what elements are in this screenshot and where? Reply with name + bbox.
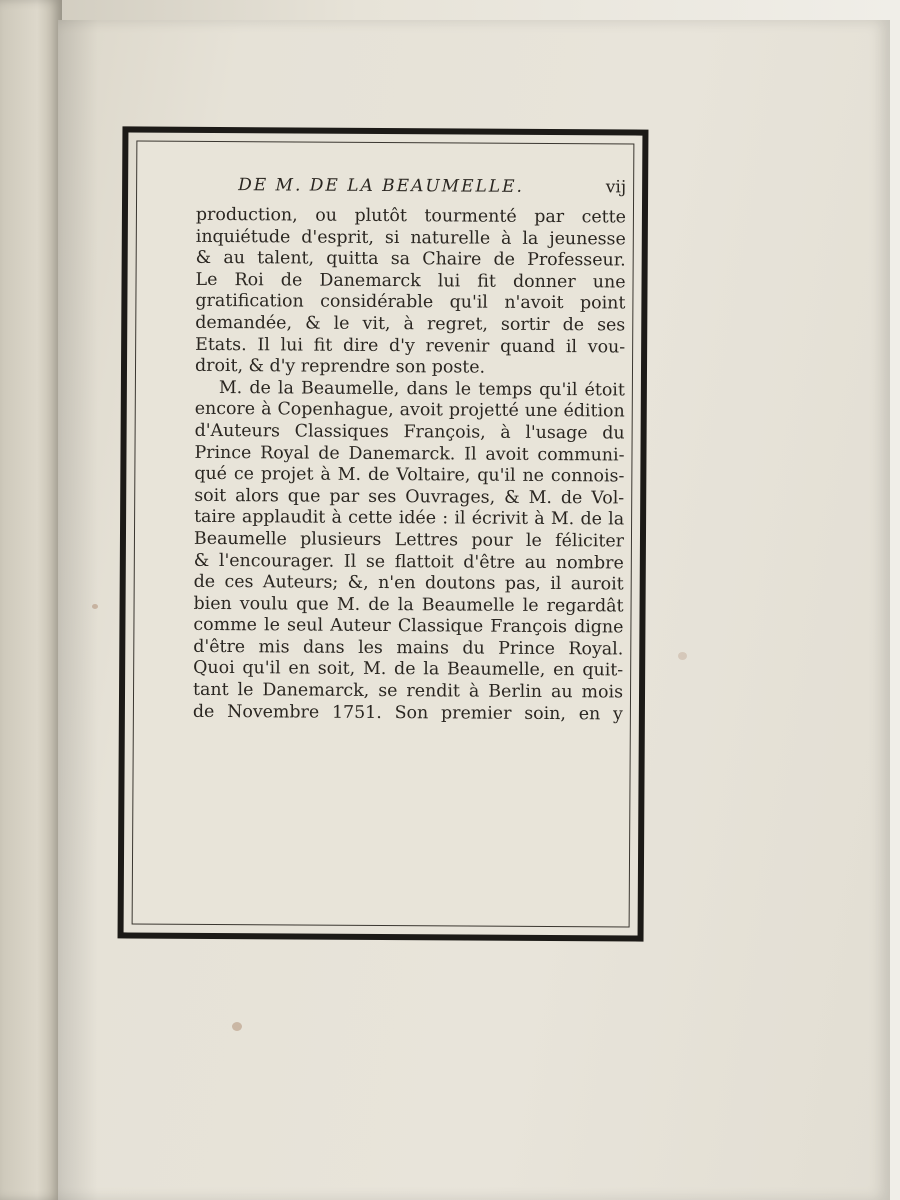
foxing-spot [232,1022,242,1031]
text-line: bien voulu que M. de la Beaumelle le regardât [193,593,624,617]
foxing-spot [678,652,687,660]
text-line: d'Auteurs Classiques François, à l'usage du [194,420,625,444]
text-line: inquiétude d'esprit, si naturelle à la jeunesse [195,226,626,250]
text-block [193,175,626,726]
text-line: droit, & d'y reprendre son poste. [194,356,486,378]
text-line: de ces Auteurs; &, n'en doutons pas, il auroit [193,571,624,595]
text-line: encore à Copenhague, avoit projetté une édition [194,399,625,422]
foxing-spot [92,604,98,609]
text-line: d'être mis dans les mains du Prince Royal. [193,636,624,660]
text-line: gratification considérable qu'il n'avoit point [195,291,626,314]
text-line: & l'encourager. Il se flattoit d'être au nombre [193,550,624,573]
page-border-frame [118,126,649,941]
gutter-shadow [58,20,98,1200]
text-line: de Novembre 1751. Son premier soin, en y [192,701,623,725]
text-line: qué ce projet à M. de Voltaire, qu'il ne connois- [194,463,625,487]
text-line: comme le seul Auteur Classique François digne [193,615,624,638]
running-head-title: DE M. DE LA BEAUMELLE. [238,175,524,197]
text-line: demandée, & le vit, à regret, sortir de ses [195,312,626,336]
text-line: production, ou plutôt tourmenté par cette [195,204,626,228]
page-number: vij [605,177,627,198]
facing-page-edge [0,0,62,1200]
text-line: taire applaudit à cette idée : il écrivit à M. de la [194,507,625,530]
text-line: & au talent, quitta sa Chaire de Professeur. [195,248,626,271]
running-head [196,175,626,208]
text-line: Etats. Il lui fit dire d'y revenir quand il vou- [195,334,626,358]
text-line: tant le Danemarck, se rendit à Berlin au mois [192,679,624,703]
text-line: M. de la Beaumelle, dans le temps qu'il étoit [218,377,625,401]
text-line: Beaumelle plusieurs Lettres pour le féliciter [193,528,625,552]
text-line: Quoi qu'il en soit, M. de la Beaumelle, en quit- [193,658,624,681]
text-line: soit alors que par ses Ouvrages, & M. de Vol- [194,485,625,509]
text-line: Le Roi de Danemarck lui fit donner une [195,269,626,293]
text-line: Prince Royal de Danemarck. Il avoit communi- [194,442,625,466]
